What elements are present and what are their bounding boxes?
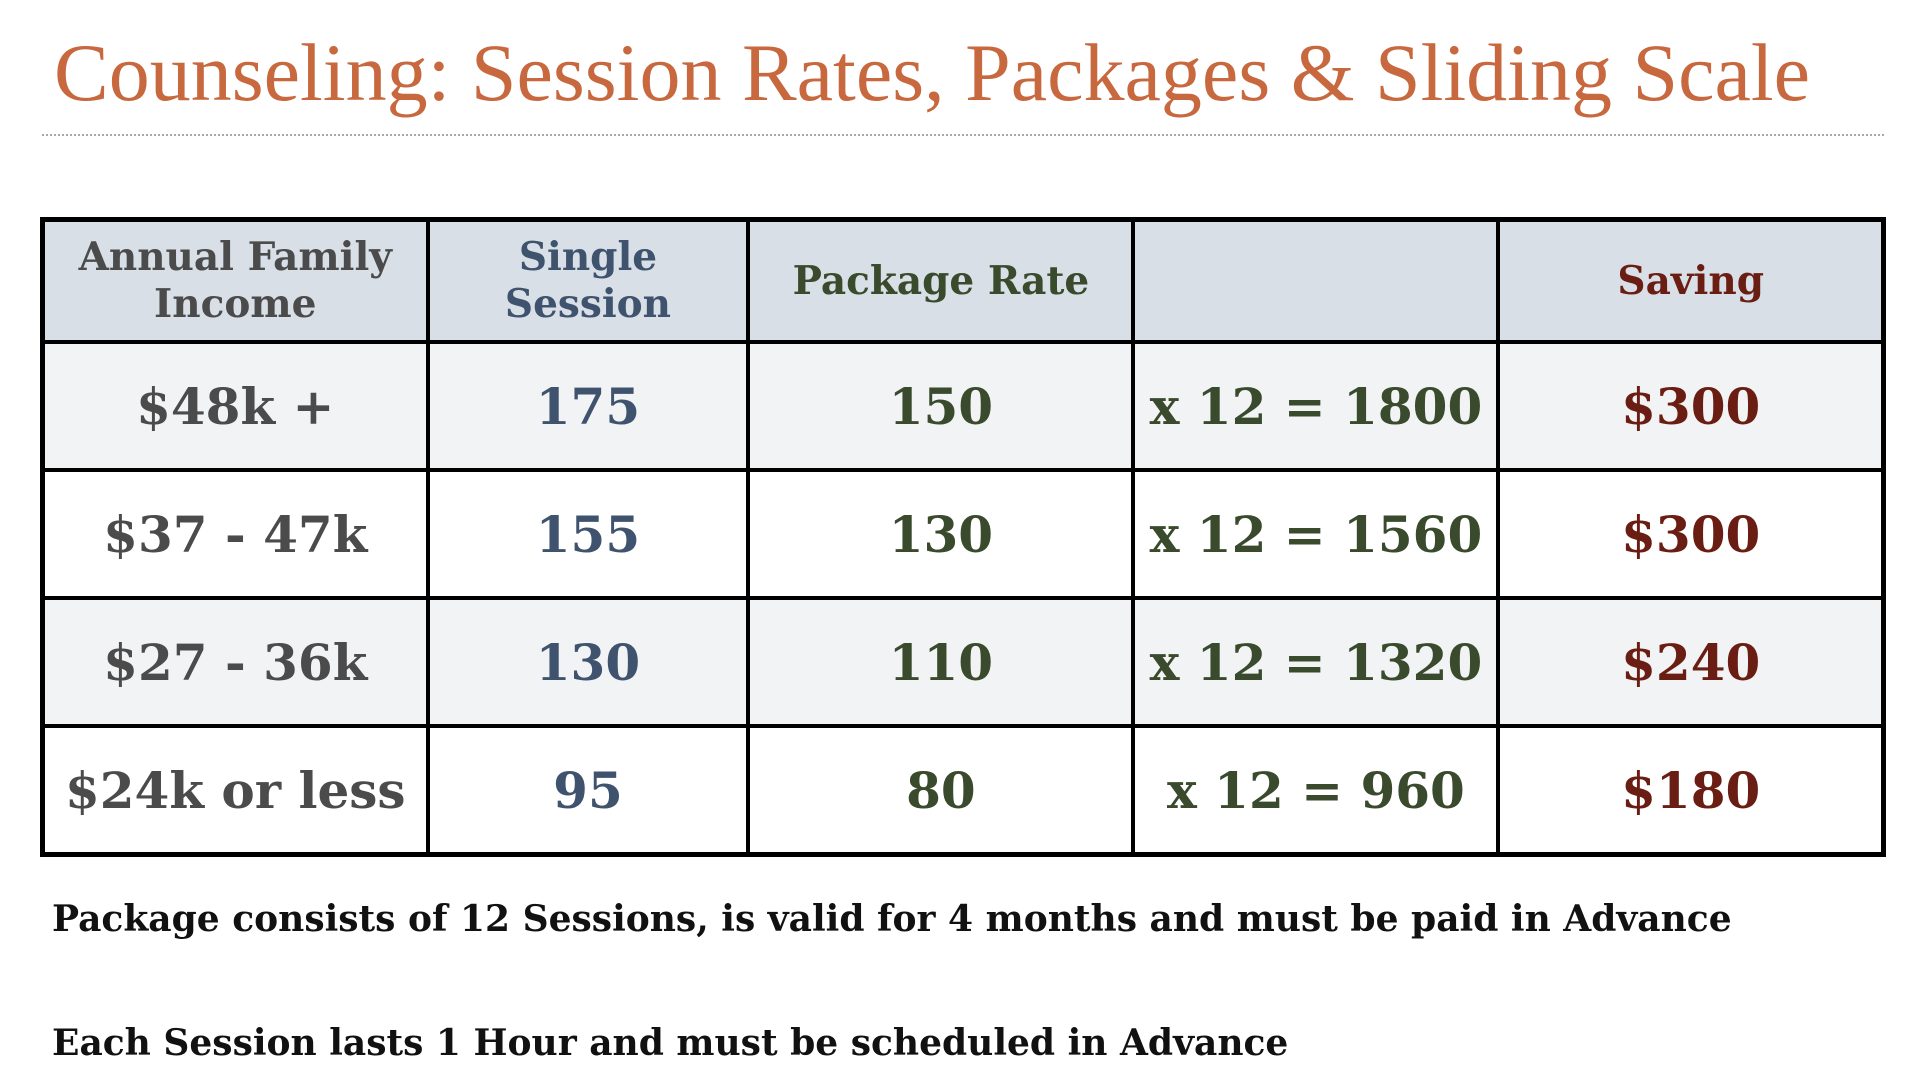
cell-saving: $180: [1498, 726, 1883, 855]
page-title: Counseling: Session Rates, Packages & Sliding Scale: [54, 27, 1811, 118]
cell-saving: $240: [1498, 598, 1883, 726]
header-single-session: Single Session: [428, 220, 749, 343]
table-header-row: [43, 220, 1884, 343]
cell-income: $27 - 36k: [43, 598, 428, 726]
cell-package-rate: 80: [748, 726, 1133, 855]
cell-single-session: 95: [428, 726, 749, 855]
cell-package-rate: 150: [748, 342, 1133, 470]
table-row: [43, 342, 1884, 470]
cell-total: x 12 = 1320: [1133, 598, 1498, 726]
cell-package-rate: 130: [748, 470, 1133, 598]
table-row: [43, 470, 1884, 598]
cell-total: x 12 = 1800: [1133, 342, 1498, 470]
header-saving: Saving: [1498, 220, 1883, 343]
cell-single-session: 130: [428, 598, 749, 726]
package-terms-note: Package consists of 12 Sessions, is valid for 4 months and must be paid in Advance: [52, 898, 1732, 940]
cell-single-session: 175: [428, 342, 749, 470]
table-row: [43, 598, 1884, 726]
rates-table: [40, 217, 1886, 857]
cell-saving: $300: [1498, 342, 1883, 470]
session-duration-note: Each Session lasts 1 Hour and must be scheduled in Advance: [52, 1022, 1289, 1064]
header-income: Annual Family Income: [43, 220, 428, 343]
cell-total: x 12 = 1560: [1133, 470, 1498, 598]
cell-income: $24k or less: [43, 726, 428, 855]
cell-total: x 12 = 960: [1133, 726, 1498, 855]
header-total: [1133, 220, 1498, 343]
cell-package-rate: 110: [748, 598, 1133, 726]
title-divider: [42, 134, 1884, 136]
cell-income: $37 - 47k: [43, 470, 428, 598]
cell-income: $48k +: [43, 342, 428, 470]
cell-saving: $300: [1498, 470, 1883, 598]
table-row: [43, 726, 1884, 855]
cell-single-session: 155: [428, 470, 749, 598]
header-package-rate: Package Rate: [748, 220, 1133, 343]
